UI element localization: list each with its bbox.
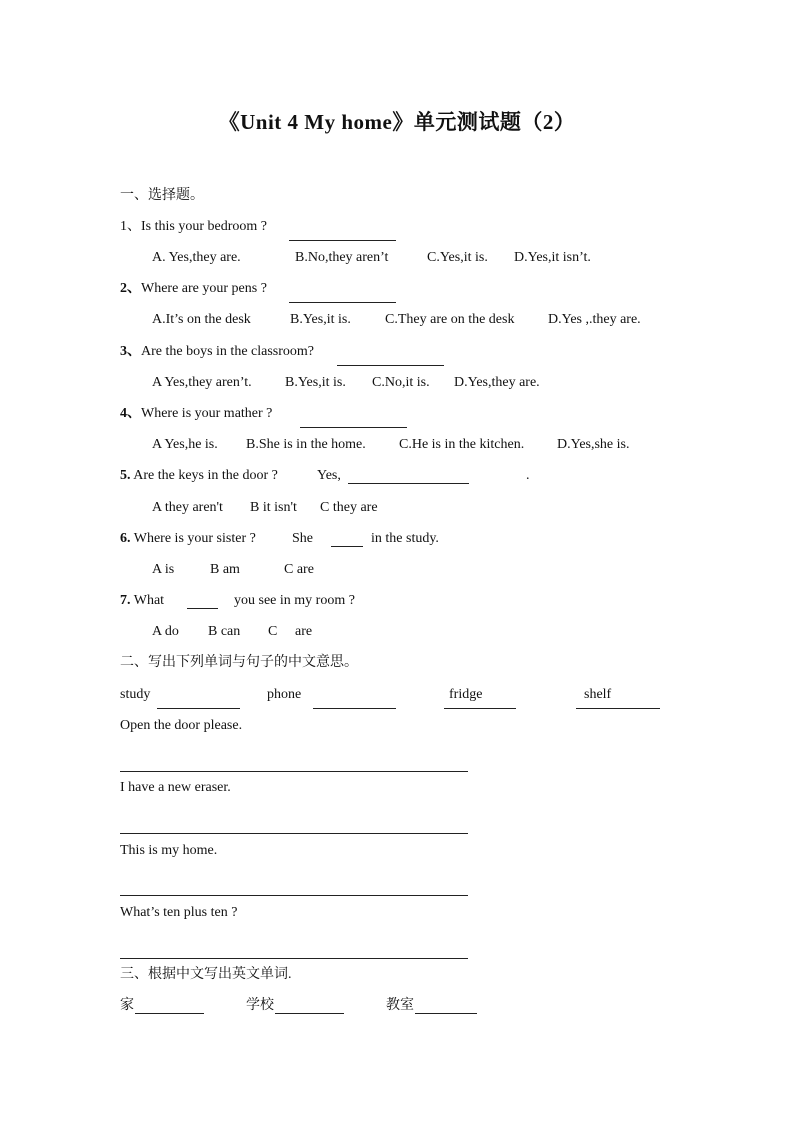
period: . xyxy=(526,468,530,483)
question-4 xyxy=(120,406,272,422)
option-a: A is xyxy=(152,562,175,577)
sentence-2: I have a new eraser. xyxy=(120,780,231,795)
question-text: Where is your mather ? xyxy=(141,406,273,421)
option-a: A Yes,they aren’t. xyxy=(152,375,252,390)
answer-blank[interactable] xyxy=(337,365,444,366)
question-6 xyxy=(120,531,256,547)
option-b: B.Yes,it is. xyxy=(285,375,346,390)
answer-blank[interactable] xyxy=(415,1013,477,1014)
question-number: 3、 xyxy=(120,344,141,359)
question-1 xyxy=(120,219,267,235)
question-text: Are the keys in the door ? xyxy=(133,468,278,483)
question-text: Are the boys in the classroom? xyxy=(141,344,315,359)
option-d: D.Yes ,.they are. xyxy=(548,312,641,327)
question-number: 2、 xyxy=(120,281,141,296)
question-number: 7. xyxy=(120,593,131,608)
word-fridge: fridge xyxy=(449,687,483,702)
question-2 xyxy=(120,281,267,297)
answer-line[interactable] xyxy=(120,958,468,959)
option-c-text: are xyxy=(295,624,313,639)
word-home: 家 xyxy=(120,998,134,1013)
answer-blank[interactable] xyxy=(444,708,516,709)
option-c: C.He is in the kitchen. xyxy=(399,437,525,452)
question-text: Where are your pens ? xyxy=(141,281,267,296)
question-number: 1、 xyxy=(120,219,141,234)
sentence-1: Open the door please. xyxy=(120,718,243,733)
answer-line[interactable] xyxy=(120,771,468,772)
option-a: A. Yes,they are. xyxy=(152,250,241,265)
word-study: study xyxy=(120,687,151,702)
option-c: C.They are on the desk xyxy=(385,312,515,327)
question-text: Is this your bedroom ? xyxy=(141,219,267,234)
option-a: A they aren't xyxy=(152,500,223,515)
question-number: 5. xyxy=(120,468,131,483)
question-number: 6. xyxy=(120,531,131,546)
question-number: 4、 xyxy=(120,406,141,421)
answer-blank[interactable] xyxy=(157,708,240,709)
option-b: B it isn't xyxy=(250,500,297,515)
option-b: B.No,they aren’t xyxy=(295,250,389,265)
option-c: C xyxy=(268,624,278,639)
option-d: D.Yes,they are. xyxy=(454,375,540,390)
sentence-3: This is my home. xyxy=(120,843,218,858)
answer-blank[interactable] xyxy=(135,1013,204,1014)
answer-blank[interactable] xyxy=(187,608,218,609)
answer-blank[interactable] xyxy=(289,302,396,303)
word-school: 学校 xyxy=(246,998,274,1013)
question-7 xyxy=(120,593,164,609)
option-c: C.No,it is. xyxy=(372,375,430,390)
answer-blank[interactable] xyxy=(348,483,469,484)
section1-heading: 一、选择题。 xyxy=(120,188,204,203)
answer-blank[interactable] xyxy=(313,708,396,709)
answer-line[interactable] xyxy=(120,833,468,834)
question-5 xyxy=(120,468,278,484)
question-text: Where is your sister ? xyxy=(133,531,256,546)
section2-heading: 二、写出下列单词与句子的中文意思。 xyxy=(120,655,358,670)
option-c: C.Yes,it is. xyxy=(427,250,488,265)
question-text: What xyxy=(133,593,165,608)
option-a: A do xyxy=(152,624,179,639)
option-c: C are xyxy=(284,562,314,577)
answer-suffix: in the study. xyxy=(371,531,439,546)
answer-blank[interactable] xyxy=(576,708,660,709)
option-b: B can xyxy=(208,624,241,639)
option-d: D.Yes,she is. xyxy=(557,437,630,452)
option-c: C they are xyxy=(320,500,378,515)
question-3 xyxy=(120,344,314,360)
option-a: A Yes,he is. xyxy=(152,437,218,452)
sentence-4: What’s ten plus ten ? xyxy=(120,905,238,920)
option-a: A.It’s on the desk xyxy=(152,312,251,327)
answer-blank[interactable] xyxy=(331,546,363,547)
answer-prefix: Yes, xyxy=(317,468,341,483)
answer-blank[interactable] xyxy=(300,427,407,428)
answer-suffix: you see in my room ? xyxy=(234,593,355,608)
option-b: B.Yes,it is. xyxy=(290,312,351,327)
word-phone: phone xyxy=(267,687,302,702)
word-shelf: shelf xyxy=(584,687,612,702)
answer-blank[interactable] xyxy=(289,240,396,241)
option-b: B.She is in the home. xyxy=(246,437,366,452)
answer-prefix: She xyxy=(292,531,313,546)
section3-heading: 三、根据中文写出英文单词. xyxy=(120,967,292,982)
answer-line[interactable] xyxy=(120,895,468,896)
answer-blank[interactable] xyxy=(275,1013,344,1014)
option-d: D.Yes,it isn’t. xyxy=(514,250,591,265)
word-classroom: 教室 xyxy=(386,998,414,1013)
option-b: B am xyxy=(210,562,240,577)
page-title: 《Unit 4 My home》单元测试题（2） xyxy=(218,110,576,134)
